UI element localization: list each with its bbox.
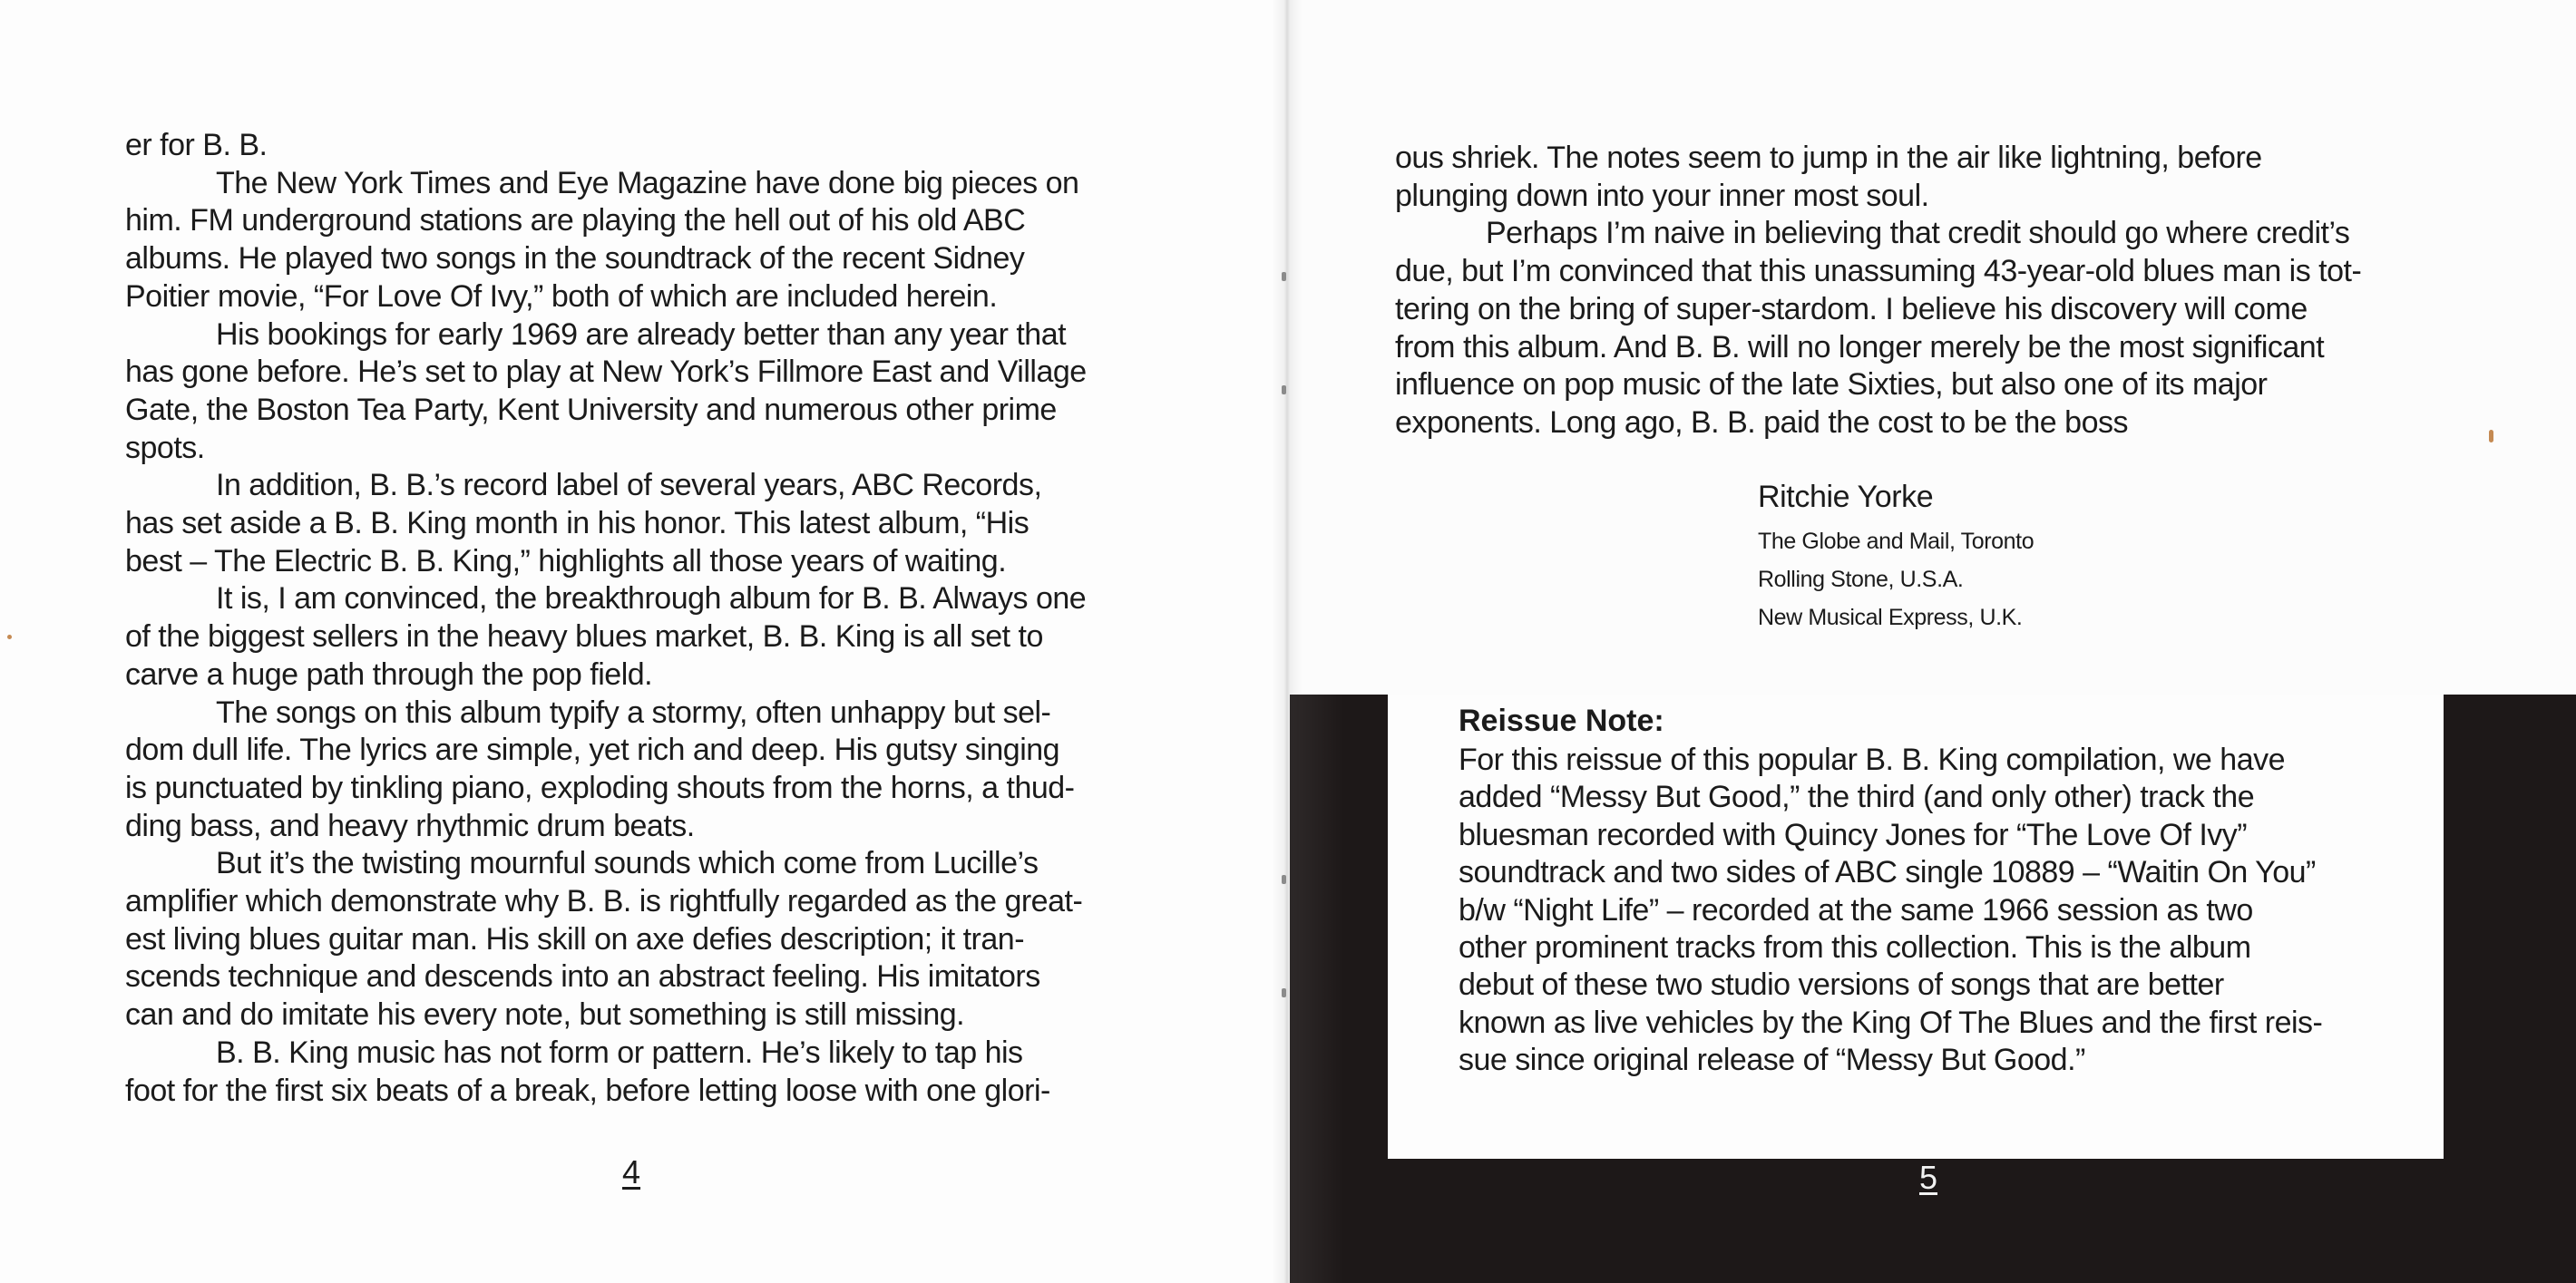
body-line: from this album. And B. B. will no longer merely be the most significant <box>1395 329 2325 364</box>
note-line: known as live vehicles by the King Of The Blues and the first reis- <box>1459 1005 2323 1040</box>
author-affiliation: New Musical Express, U.K. <box>1758 605 2023 630</box>
reissue-note-box <box>1388 695 2444 1159</box>
right-page-body <box>1395 140 2538 442</box>
body-line: Gate, the Boston Tea Party, Kent University and numerous other prime <box>125 392 1057 427</box>
paper-speck <box>7 635 12 639</box>
body-line: ous shriek. The notes seem to jump in the air like lightning, before <box>1395 141 2262 175</box>
author-affiliation: The Globe and Mail, Toronto <box>1758 529 2034 554</box>
body-line: due, but I’m convinced that this unassuming 43-year-old blues man is tot- <box>1395 254 2362 289</box>
body-line: him. FM underground stations are playing the hell out of his old ABC <box>125 203 1026 238</box>
page-number-left: 4 <box>622 1153 641 1191</box>
body-line: The songs on this album typify a stormy, often unhappy but sel- <box>216 695 1051 730</box>
body-line: plunging down into your inner most soul. <box>1395 178 1929 213</box>
author-name: Ritchie Yorke <box>1758 480 1934 514</box>
note-line: debut of these two studio versions of songs that are better <box>1459 967 2224 1003</box>
body-line: influence on pop music of the late Sixties, but also one of its major <box>1395 367 2268 403</box>
body-line: can and do imitate his every note, but something is still missing. <box>125 997 965 1033</box>
body-line: has set aside a B. B. King month in his honor. This latest album, “His <box>125 506 1029 541</box>
body-line: has gone before. He’s set to play at New York’s Fillmore East and Village <box>125 355 1087 390</box>
reissue-note-title: Reissue Note: <box>1459 704 1664 738</box>
note-line: b/w “Night Life” – recorded at the same 1966 session as two <box>1459 892 2253 928</box>
body-line: er for B. B. <box>125 128 268 162</box>
note-line: bluesman recorded with Quincy Jones for “The Love Of Ivy” <box>1459 817 2248 852</box>
body-line: But it’s the twisting mournful sounds which come from Lucille’s <box>216 846 1039 881</box>
staple-mark <box>1282 272 1286 281</box>
body-line: dom dull life. The lyrics are simple, yet rich and deep. His gutsy singing <box>125 733 1060 768</box>
body-line: tering on the bring of super-stardom. I believe his discovery will come <box>1395 291 2308 326</box>
body-line: In addition, B. B.’s record label of several years, ABC Records, <box>216 468 1042 503</box>
staple-mark <box>1282 385 1286 394</box>
body-line: foot for the first six beats of a break, before letting loose with one glori- <box>125 1073 1050 1108</box>
paper-speck <box>2489 430 2493 442</box>
body-line: It is, I am convinced, the breakthrough album for B. B. Always one <box>216 581 1087 617</box>
body-line: is punctuated by tinkling piano, exploding shouts from the horns, a thud- <box>125 770 1075 805</box>
body-line: best – The Electric B. B. King,” highlights all those years of waiting. <box>125 543 1007 578</box>
body-line: Poitier movie, “For Love Of Ivy,” both of which are included herein. <box>125 278 998 314</box>
left-page <box>0 0 1286 1283</box>
staple-mark <box>1282 988 1286 997</box>
center-fold <box>1272 0 1303 1283</box>
body-line: scends technique and descends into an abstract feeling. His imitators <box>125 959 1040 995</box>
author-affiliation: Rolling Stone, U.S.A. <box>1758 567 1964 592</box>
note-line: soundtrack and two sides of ABC single 10889 – “Waitin On You” <box>1459 855 2316 890</box>
body-line: ding bass, and heavy rhythmic drum beats. <box>125 808 695 843</box>
note-line: sue since original release of “Messy But Good.” <box>1459 1043 2085 1078</box>
body-line: B. B. King music has not form or pattern. He’s likely to tap his <box>216 1035 1023 1070</box>
reissue-note-body <box>1459 742 2322 1080</box>
page-number-right: 5 <box>1919 1159 1938 1196</box>
left-page-body <box>125 127 1277 1110</box>
staple-mark <box>1282 875 1286 884</box>
author-signature <box>1758 475 2034 637</box>
body-line: albums. He played two songs in the soundtrack of the recent Sidney <box>125 241 1025 277</box>
note-line: added “Messy But Good,” the third (and only other) track the <box>1459 780 2255 815</box>
body-line: amplifier which demonstrate why B. B. is rightfully regarded as the great- <box>125 884 1083 919</box>
note-line: For this reissue of this popular B. B. King compilation, we have <box>1459 743 2286 777</box>
note-line: other prominent tracks from this collection. This is the album <box>1459 930 2251 966</box>
body-line: exponents. Long ago, B. B. paid the cost to be the boss <box>1395 404 2128 440</box>
body-line: of the biggest sellers in the heavy blues market, B. B. King is all set to <box>125 619 1043 655</box>
body-line: spots. <box>125 430 205 465</box>
body-line: carve a huge path through the pop field. <box>125 656 653 692</box>
body-line: His bookings for early 1969 are already better than any year that <box>216 316 1067 352</box>
body-line: The New York Times and Eye Magazine have done big pieces on <box>216 165 1079 200</box>
body-line: est living blues guitar man. His skill on axe defies description; it tran- <box>125 921 1025 957</box>
body-line: Perhaps I’m naive in believing that credit should go where credit’s <box>1486 216 2350 251</box>
